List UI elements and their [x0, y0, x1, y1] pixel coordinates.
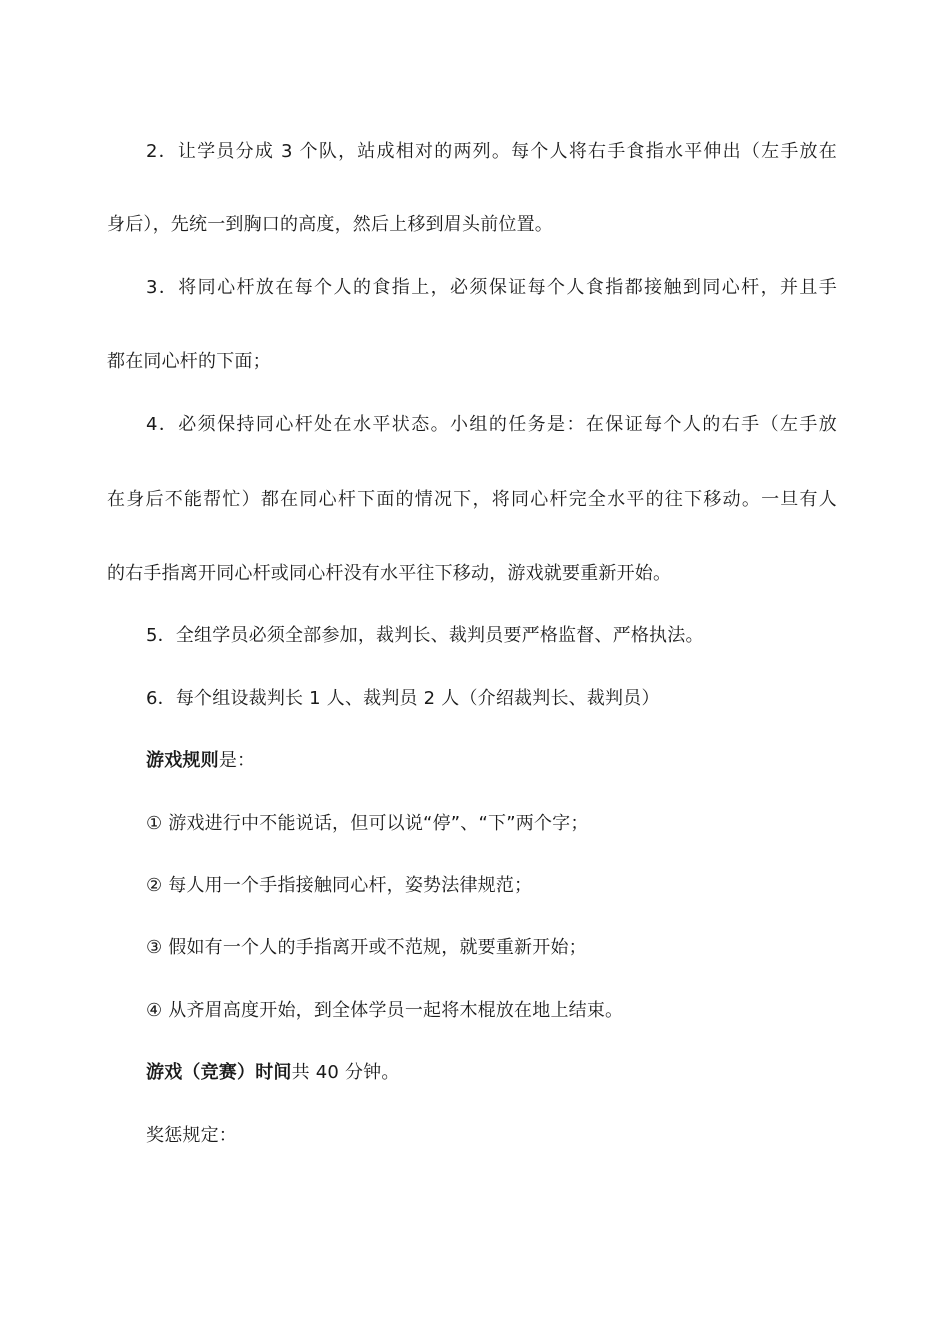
paragraph-line: 身后），先统一到胸口的高度，然后上移到眉头前位置。 — [107, 214, 553, 235]
rule-item: ① 游戏进行中不能说话，但可以说“停”、“下”两个字； — [146, 813, 589, 834]
time-line — [146, 1061, 400, 1085]
paragraph-line: 3．将同心杆放在每个人的食指上，必须保证每个人食指都接触到同心杆，并且手 — [146, 277, 837, 298]
rule-item: ④ 从齐眉高度开始，到全体学员一起将木棍放在地上结束。 — [146, 1000, 624, 1021]
rules-heading-bold: 游戏规则 — [146, 750, 219, 771]
rule-item: ③ 假如有一个人的手指离开或不范规，就要重新开始； — [146, 937, 587, 958]
paragraph-line: 6．每个组设裁判长 1 人、裁判员 2 人（介绍裁判长、裁判员） — [146, 688, 660, 709]
paragraph-line: 4．必须保持同心杆处在水平状态。小组的任务是：在保证每个人的右手（左手放 — [146, 414, 837, 435]
time-line-bold: 游戏（竞赛）时间 — [146, 1062, 292, 1083]
rule-item: ② 每人用一个手指接触同心杆，姿势法律规范； — [146, 875, 533, 896]
paragraph-line: 都在同心杆的下面； — [107, 351, 271, 372]
time-line-rest: 共 40 分钟。 — [291, 1062, 400, 1083]
rules-heading-rest: 是： — [218, 750, 256, 771]
paragraph-line: 5．全组学员必须全部参加，裁判长、裁判员要严格监督、严格执法。 — [146, 625, 704, 646]
paragraph-line: 的右手指离开同心杆或同心杆没有水平往下移动，游戏就要重新开始。 — [107, 563, 672, 584]
rewards-heading: 奖惩规定： — [146, 1125, 237, 1146]
paragraph-line: 2．让学员分成 3 个队，站成相对的两列。每个人将右手食指水平伸出（左手放在 — [146, 141, 837, 162]
rules-heading — [146, 749, 255, 773]
paragraph-line: 在身后不能帮忙）都在同心杆下面的情况下，将同心杆完全水平的往下移动。一旦有人 — [107, 489, 837, 510]
